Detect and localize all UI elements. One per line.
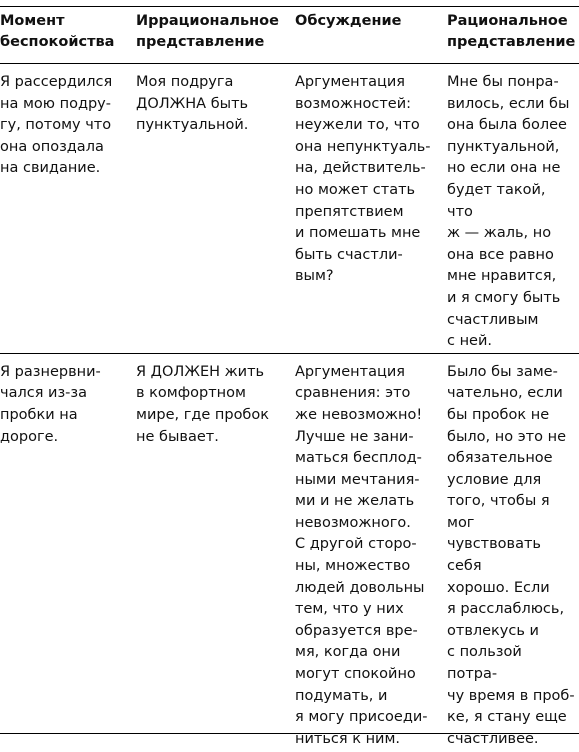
row1-rational-belief: Мне бы понра- вилось, если бы она была более пунктуальной, но если она не будет такой, что ж — жаль, но она все равно мне нравится, и я смогу быть счастливым с ней. <box>447 64 579 354</box>
row1-discussion: Аргументация возможностей: неужели то, что она непунктуаль- на, действитель- но может стать препятствием и помешать мне быть счастли- вым? <box>295 64 447 354</box>
beliefs-table <box>0 6 579 752</box>
row2-discussion: Аргументация сравнения: это же невозможно! Лучше не зани- маться бесплод- ными мечтания- ми и не желать невозможного. С другой сторо- ны, множество людей довольны тем, что у них образуется вре- мя, когда они могут спокойно подумать, и я могу присоеди- ниться к ним. <box>295 363 428 747</box>
header-irrational-belief: Иррациональное представление <box>136 7 295 64</box>
table-header-row <box>0 7 579 64</box>
header-rational-belief: Рациональное представление <box>447 7 579 64</box>
row1-anxiety-moment: Я рассердился на мою подру- гу, потому что она опоздала на свидание. <box>0 64 136 354</box>
row2-anxiety-moment: Я разнервни- чался из-за пробки на дороге. <box>0 363 101 445</box>
table-row <box>0 353 579 752</box>
row2-rational-belief: Было бы заме- чательно, если бы пробок не было, но это не обязательное условие для того, чтобы я мог чувствовать себя хорошо. Если я расслаблюсь, отвлекусь и с пользой потра- чу время в проб- ке, я стану еще счастливее. <box>447 363 575 747</box>
row1-irrational-belief: Моя подруга ДОЛЖНА быть пунктуальной. <box>136 64 295 354</box>
header-discussion: Обсуждение <box>295 7 447 64</box>
table-bottom-rule <box>0 733 579 734</box>
header-anxiety-moment: Момент беспокойства <box>0 7 136 64</box>
row2-irrational-belief: Я ДОЛЖЕН жить в комфортном мире, где пробок не бывает. <box>136 363 270 445</box>
table-row <box>0 64 579 354</box>
